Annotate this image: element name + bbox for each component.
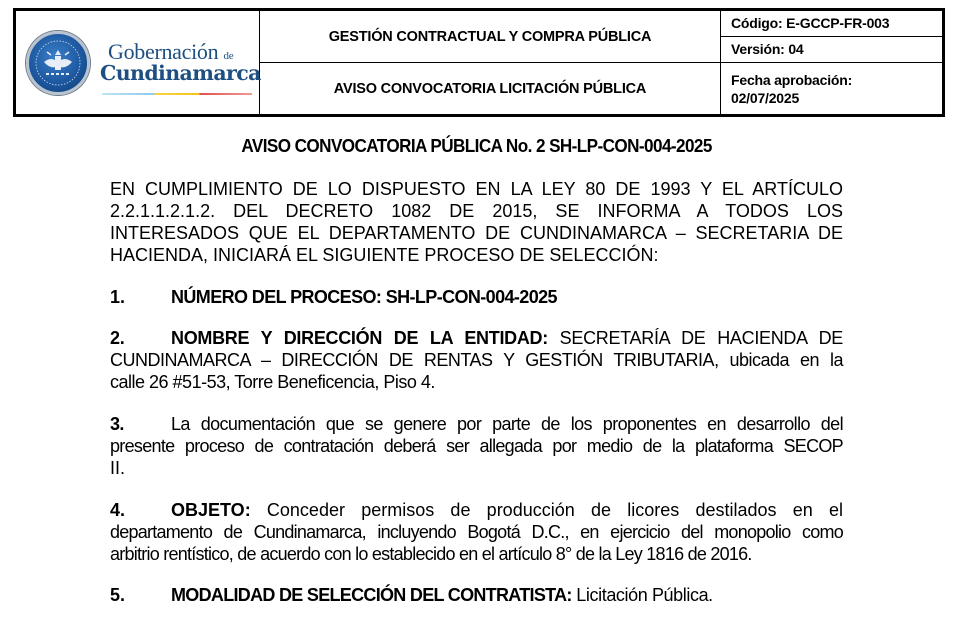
document-header-table <box>13 8 945 117</box>
section-number: 2. <box>110 328 125 348</box>
section-line <box>110 327 843 349</box>
logo-cell <box>16 11 260 114</box>
approval-label: Fecha aprobación: <box>731 72 853 88</box>
intro-line: EN CUMPLIMIENTO DE LO DISPUESTO EN LA LEY 80 DE 1993 Y EL ARTÍCULO <box>110 179 843 199</box>
section-line: presente proceso de contratación deberá ser allegada por medio de la plataforma SECOP <box>110 436 843 456</box>
object-heading: OBJETO: <box>171 500 251 520</box>
cundinamarca-seal-icon <box>26 31 90 95</box>
code-cell <box>721 11 943 37</box>
metadata-column <box>720 11 943 114</box>
section-number: 3. <box>110 414 124 434</box>
section-line: arbitrio rentístico, de acuerdo con lo establecido en el artículo 8° de la Ley 1816 de 2016. <box>110 544 752 564</box>
process-area-cell <box>260 11 720 63</box>
section-3 <box>110 413 843 479</box>
document-title: AVISO CONVOCATORIA PÚBLICA No. 2 SH-LP-CON-004-2025 <box>241 136 712 156</box>
section-line: CUNDINAMARCA – DIRECCIÓN DE RENTAS Y GESTIÓN TRIBUTARIA, ubicada en la <box>110 350 843 370</box>
section-4 <box>110 499 843 565</box>
approval-date: 02/07/2025 <box>731 90 800 106</box>
section-5 <box>110 584 843 606</box>
entity-name: SECRETARÍA DE HACIENDA DE <box>547 328 843 348</box>
section-line: departamento de Cundinamarca, incluyendo Bogotá D.C., en ejercicio del monopolio como <box>110 522 843 542</box>
section-2 <box>110 327 843 393</box>
intro-paragraph <box>110 178 843 266</box>
section-line <box>110 499 843 521</box>
object-text: Conceder permisos de producción de licores destilados en el <box>250 500 843 520</box>
approval-cell <box>721 63 943 114</box>
section-1 <box>110 286 843 308</box>
process-number-heading: NÚMERO DEL PROCESO: SH-LP-CON-004-2025 <box>171 287 557 307</box>
document-code: Código: E-GCCP-FR-003 <box>731 15 890 31</box>
version-cell <box>721 37 943 63</box>
document-type-title: AVISO CONVOCATORIA LICITACIÓN PÚBLICA <box>333 80 647 97</box>
section-number: 4. <box>110 500 126 520</box>
intro-line: HACIENDA, INICIARÁ EL SIGUIENTE PROCESO DE SELECCIÓN: <box>110 245 659 265</box>
section-line <box>110 584 843 606</box>
section-line: calle 26 #51-53, Torre Beneficencia, Piso 4. <box>110 372 435 392</box>
modality-heading: MODALIDAD DE SELECCIÓN DEL CONTRATISTA: <box>171 585 572 605</box>
modality-value: Licitación Pública. <box>571 585 713 605</box>
section-number: 5. <box>110 585 126 605</box>
logo-text-gobernacion: Gobernación de <box>108 39 234 64</box>
section-number: 1. <box>110 287 126 307</box>
logo-color-bar <box>102 93 252 95</box>
intro-line: INTERESADOS QUE EL DEPARTAMENTO DE CUNDINAMARCA – SECRETARIA DE <box>110 223 843 243</box>
document-type-cell <box>260 63 720 114</box>
process-area-title: GESTIÓN CONTRACTUAL Y COMPRA PÚBLICA <box>328 28 652 45</box>
section-line <box>110 413 843 435</box>
section-heading-line <box>110 286 843 308</box>
logo-text-cundinamarca: Cundinamarca <box>100 61 261 85</box>
section-line: II. <box>110 458 126 478</box>
document-version: Versión: 04 <box>731 41 804 57</box>
intro-line: 2.2.1.1.2.1.2. DEL DECRETO 1082 DE 2015, SE INFORMA A TODOS LOS <box>110 201 843 221</box>
entity-heading: NOMBRE Y DIRECCIÓN DE LA ENTIDAD: <box>171 328 548 348</box>
section-text: La documentación que se genere por parte de los proponentes en desarrollo del <box>171 414 843 434</box>
